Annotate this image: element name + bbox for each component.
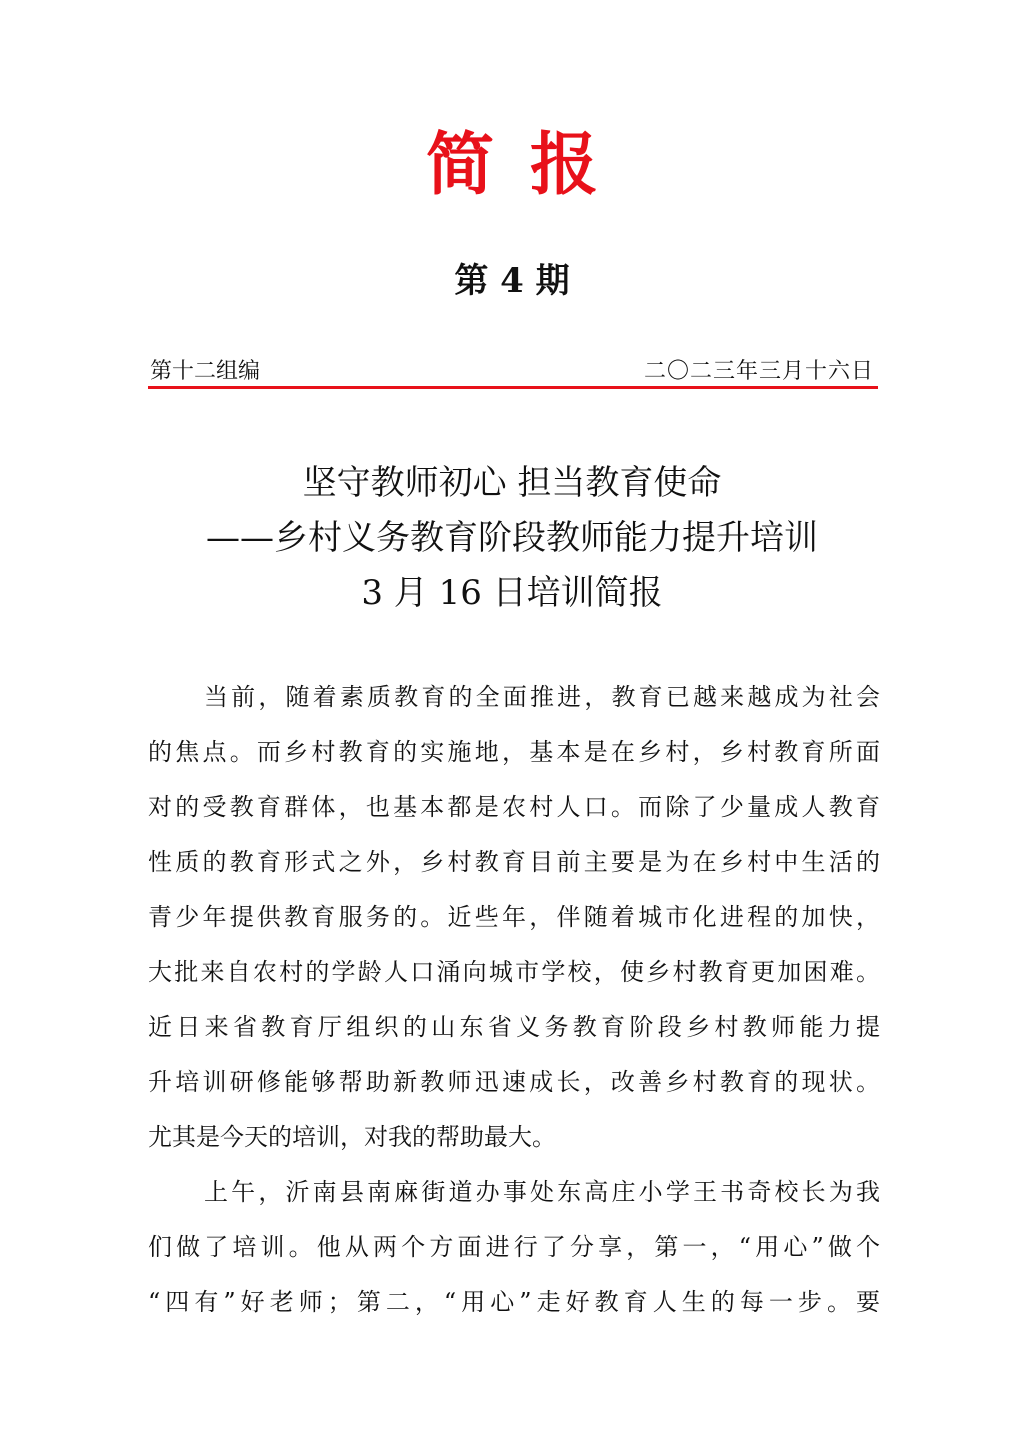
headline-line-1: 坚守教师初心 担当教育使命 xyxy=(302,463,722,503)
body-line: 尤其是今天的培训，对我的帮助最大。 xyxy=(148,1123,556,1151)
red-divider xyxy=(148,386,878,389)
body-line: 们做了培训。他从两个方面进行了分享，第一，“用心”做个 xyxy=(148,1233,880,1261)
body-line: 的焦点。而乡村教育的实施地，基本是在乡村，乡村教育所面 xyxy=(148,738,880,766)
publish-date: 二〇二三年三月十六日 xyxy=(643,359,874,384)
issue-number: 第 4 期 xyxy=(454,261,570,301)
headline-line-3: 3 月 16 日培训简报 xyxy=(361,573,663,613)
body-line: “四有”好老师；第二，“用心”走好教育人生的每一步。要 xyxy=(148,1288,880,1316)
masthead-title: 简报 xyxy=(425,125,634,205)
body-line: 青少年提供教育服务的。近些年，伴随着城市化进程的加快， xyxy=(148,903,880,931)
body-line: 性质的教育形式之外，乡村教育目前主要是为在乡村中生活的 xyxy=(148,848,880,876)
body-line: 当前，随着素质教育的全面推进，教育已越来越成为社会 xyxy=(204,683,880,711)
body-line: 对的受教育群体，也基本都是农村人口。而除了少量成人教育 xyxy=(148,793,880,821)
editor-label: 第十二组编 xyxy=(150,359,261,384)
headline-line-2: ——乡村义务教育阶段教师能力提升培训 xyxy=(206,518,818,558)
article-headline xyxy=(0,456,1024,621)
body-line: 大批来自农村的学龄人口涌向城市学校，使乡村教育更加困难。 xyxy=(148,958,880,986)
article-body xyxy=(148,670,880,1330)
body-line: 升培训研修能够帮助新教师迅速成长，改善乡村教育的现状。 xyxy=(148,1068,880,1096)
body-line: 上午，沂南县南麻街道办事处东高庄小学王书奇校长为我 xyxy=(204,1178,880,1206)
body-line: 近日来省教育厅组织的山东省义务教育阶段乡村教师能力提 xyxy=(148,1013,880,1041)
